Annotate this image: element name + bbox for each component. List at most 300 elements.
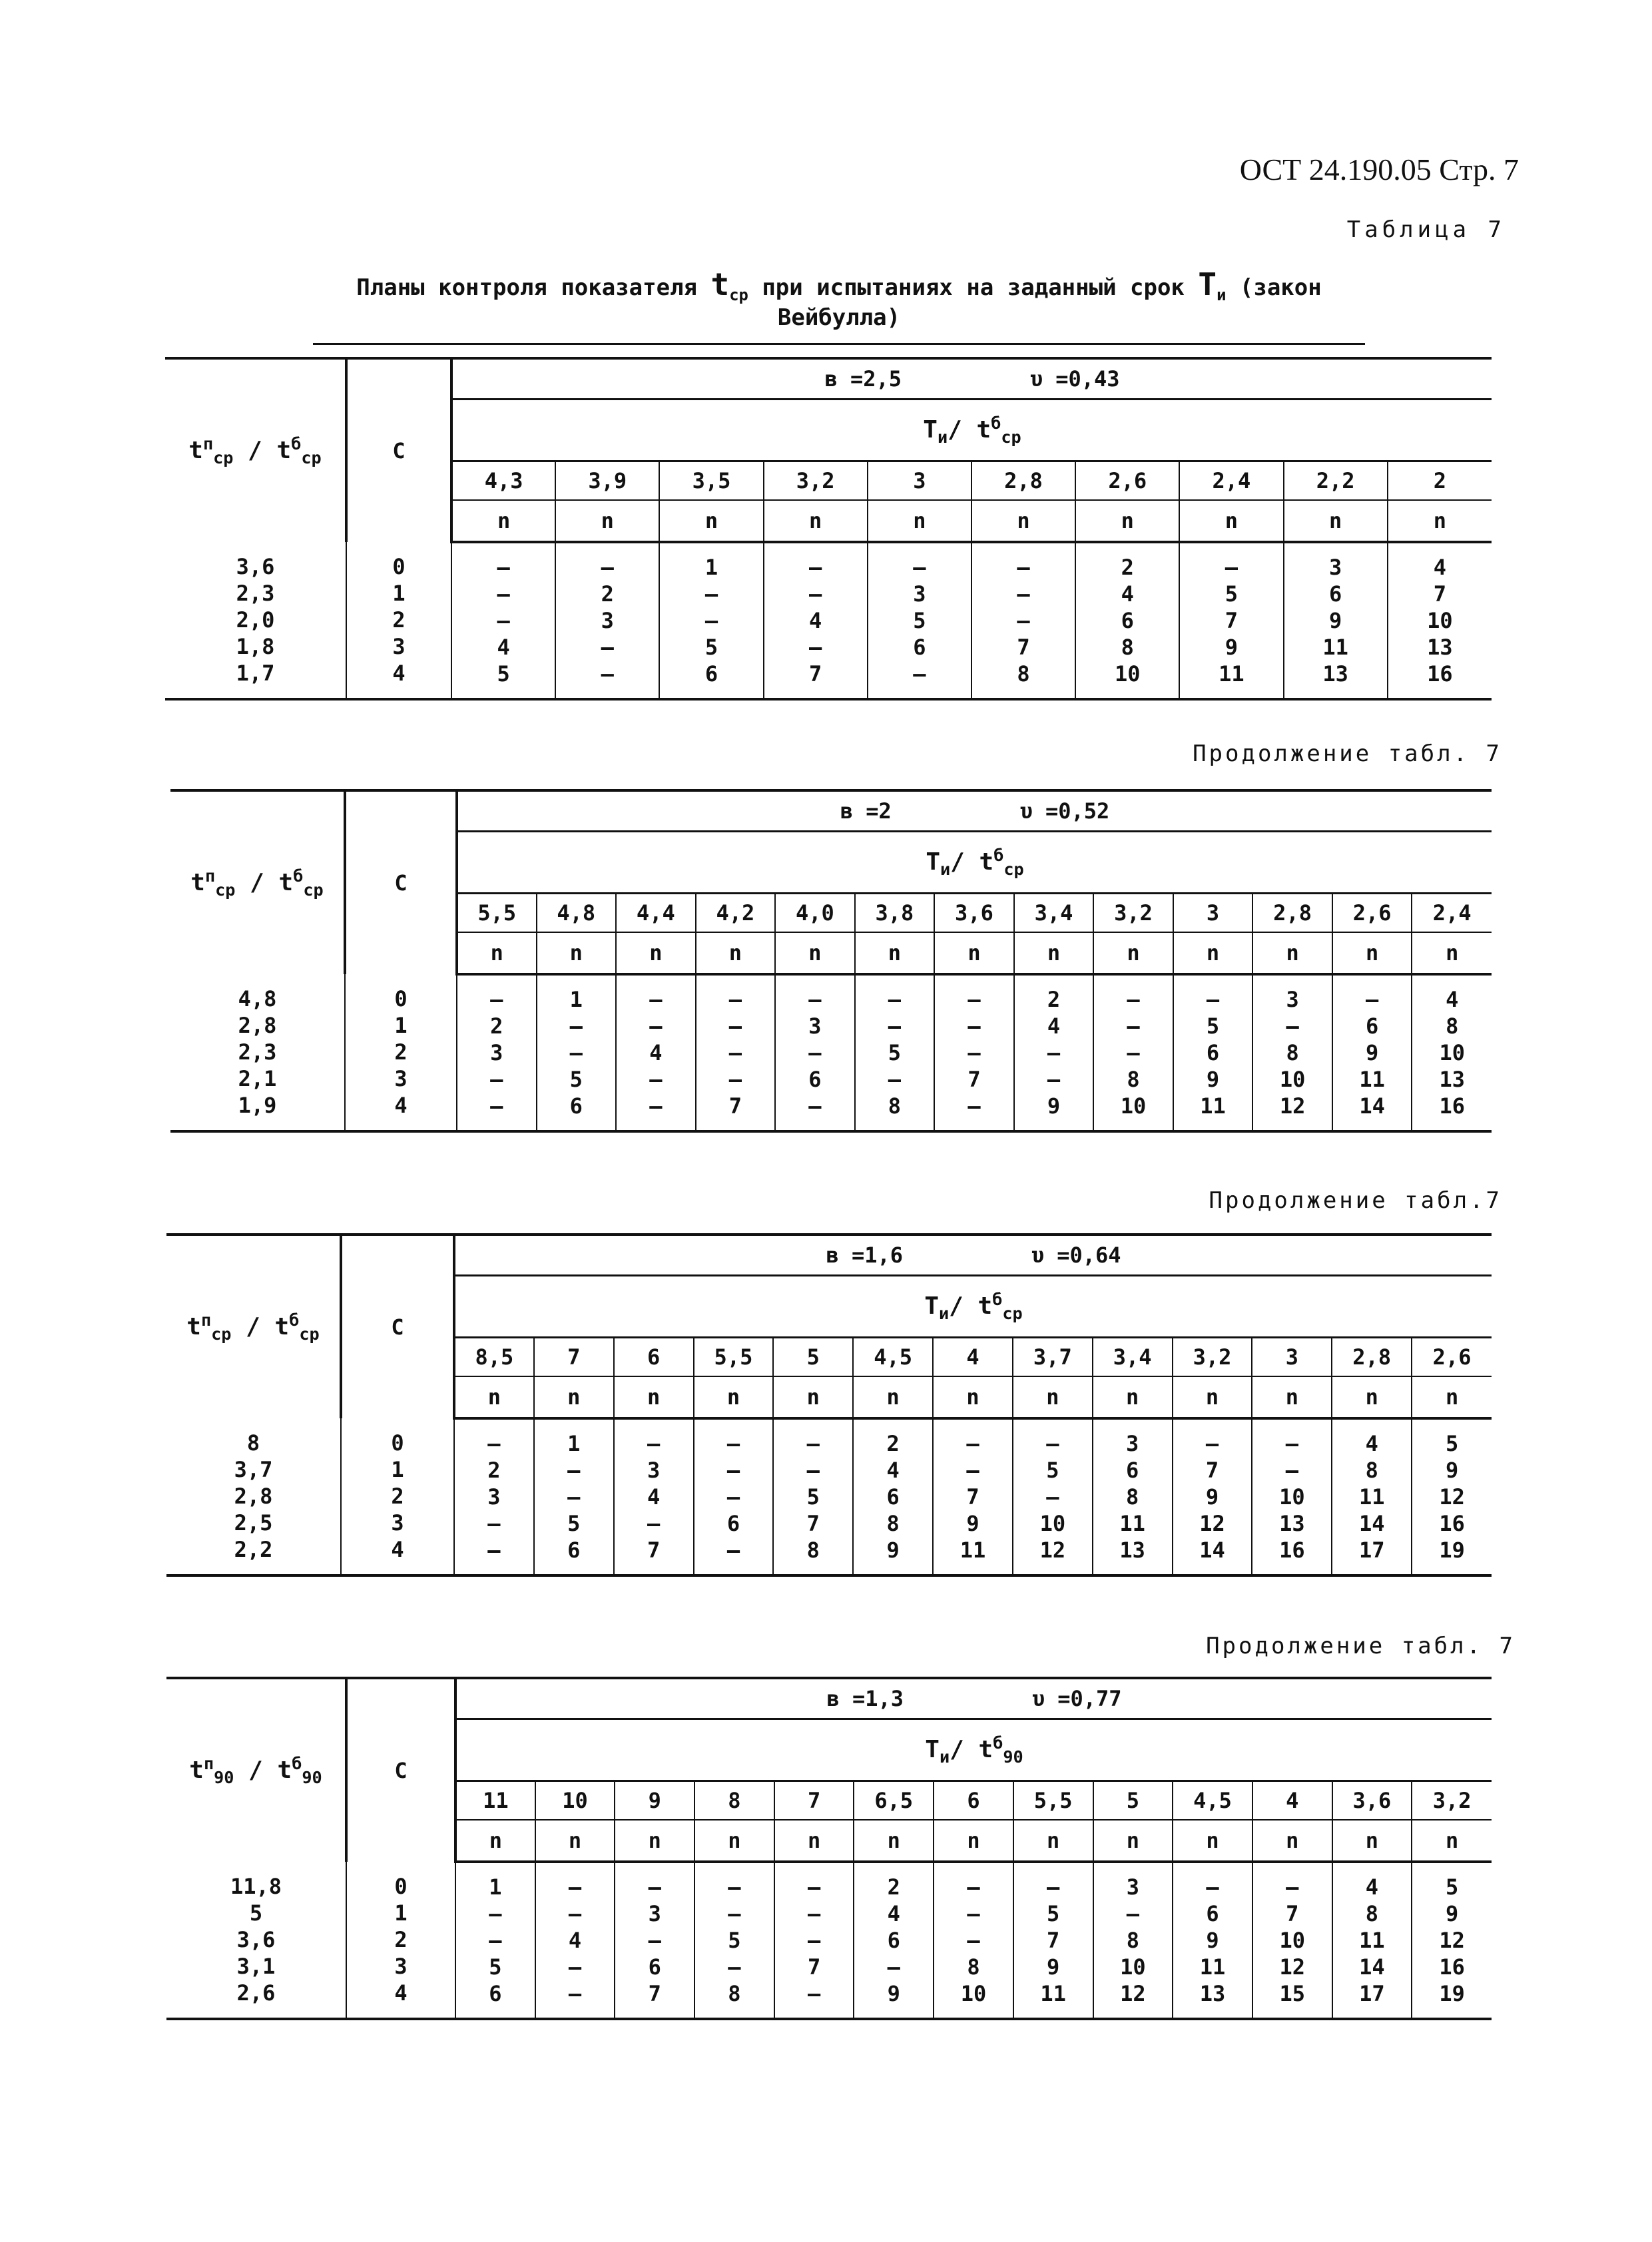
col-header-value: 7: [534, 1338, 614, 1377]
continuation-label-3: Продолжение табл. 7: [1206, 1633, 1515, 1659]
n-value: 7: [966, 1484, 979, 1510]
col-header-value: 2,2: [1284, 461, 1388, 501]
n-value: 9: [1365, 1040, 1379, 1065]
n-value: 9: [1047, 1093, 1061, 1119]
n-value: –: [601, 635, 614, 660]
n-values-column: [854, 1862, 934, 2019]
n-value: –: [1127, 1013, 1140, 1039]
c-value: 0: [391, 1430, 404, 1456]
n-value: 4: [649, 1040, 663, 1065]
n-label: n: [1412, 932, 1492, 974]
n-value: –: [487, 1431, 501, 1456]
col-header-value: 2,6: [1412, 1338, 1492, 1377]
n-values-column: [1173, 1862, 1252, 2019]
n-value: 7: [809, 661, 822, 687]
col-header-value: 10: [535, 1781, 615, 1821]
n-label: n: [1014, 932, 1094, 974]
title-middle: при испытаниях на заданный срок: [748, 274, 1199, 301]
n-value: 6: [887, 1928, 900, 1953]
col-header-value: 4,0: [775, 894, 855, 933]
n-value: –: [967, 987, 981, 1012]
n-value: 11: [1322, 635, 1348, 660]
n-value: 9: [1225, 635, 1239, 660]
col-header-value: 3: [1173, 894, 1253, 933]
n-value: 7: [1017, 635, 1030, 660]
n-value: –: [808, 1040, 822, 1065]
col-header-value: 9: [615, 1781, 694, 1821]
ratio-value: 2,3: [238, 1039, 277, 1065]
n-value: –: [1285, 1431, 1298, 1456]
n-value: 14: [1199, 1538, 1225, 1563]
n-value: –: [1127, 1040, 1140, 1065]
n-value: –: [913, 661, 926, 687]
n-values-column: [1014, 974, 1094, 1131]
n-value: 14: [1359, 1954, 1385, 1980]
n-label: n: [537, 932, 617, 974]
n-value: 6: [704, 661, 718, 687]
n-value: 7: [806, 1511, 820, 1536]
n-label: n: [451, 500, 555, 542]
n-label: n: [774, 1820, 854, 1862]
n-value: –: [808, 987, 822, 1012]
n-value: 2: [887, 1874, 900, 1900]
n-value: –: [967, 1093, 981, 1119]
table-2: [170, 789, 1492, 1133]
n-label: n: [853, 1376, 933, 1418]
n-label: n: [1412, 1376, 1492, 1418]
n-values-column: [775, 974, 855, 1131]
n-value: 6: [1328, 581, 1342, 607]
col-header-value: 3: [1252, 1338, 1332, 1377]
n-value: 5: [1225, 581, 1239, 607]
n-value: 8: [1365, 1901, 1379, 1926]
continuation-label-2: Продолжение табл.7: [1209, 1187, 1502, 1214]
n-value: –: [967, 1928, 980, 1953]
n-value: –: [487, 1511, 501, 1536]
n-value: –: [1206, 1874, 1219, 1900]
col-header-value: 8: [694, 1781, 774, 1821]
n-value: 10: [1279, 1928, 1305, 1953]
n-value: –: [807, 1901, 821, 1926]
n-value: –: [728, 1901, 741, 1926]
n-value: 9: [1205, 1484, 1219, 1510]
title-T-sub: и: [1217, 285, 1227, 304]
n-label: n: [1013, 1376, 1093, 1418]
n-value: 3: [1286, 987, 1299, 1012]
tratio-header: $Т_и/$ $t^б_{90}$: [455, 1719, 1492, 1781]
c-values: [341, 1418, 454, 1575]
n-label: n: [1093, 1820, 1173, 1862]
col-header-value: 7: [774, 1781, 854, 1821]
n-values-column: [971, 542, 1075, 699]
col-header-value: 6: [934, 1781, 1013, 1821]
ratio-value: 1,8: [236, 634, 275, 659]
n-value: 13: [1279, 1511, 1305, 1536]
col-header-value: 3,2: [1173, 1338, 1252, 1377]
ratio-values: [166, 1418, 341, 1575]
n-value: 19: [1439, 1538, 1465, 1563]
n-value: –: [807, 1981, 821, 2006]
tratio-header: $Т_и/$ $t^б_{ср}$: [454, 1276, 1492, 1338]
n-value: –: [728, 1874, 741, 1900]
n-value: –: [1047, 1874, 1060, 1900]
n-values-column: [1332, 1418, 1412, 1575]
c-value: 4: [394, 1980, 408, 2006]
table-label: Таблица 7: [1346, 216, 1506, 243]
n-value: 7: [807, 1954, 821, 1980]
n-value: 11: [1219, 661, 1244, 687]
n-value: 12: [1199, 1511, 1225, 1536]
n-value: 5: [806, 1484, 820, 1510]
n-values-column: [868, 542, 971, 699]
n-label: n: [455, 1820, 535, 1862]
n-value: –: [647, 1431, 661, 1456]
page-header: ОСТ 24.190.05 Стр. 7: [1239, 152, 1519, 186]
col-header-value: 6: [614, 1338, 694, 1377]
c-value: 2: [392, 607, 406, 633]
n-value: 11: [1200, 1093, 1226, 1119]
n-value: 3: [601, 608, 614, 633]
n-values-column: [855, 974, 935, 1131]
n-label: n: [1075, 500, 1179, 542]
ratio-value: 3,6: [236, 554, 275, 579]
n-value: 8: [1365, 1458, 1378, 1483]
n-value: –: [704, 608, 718, 633]
n-values-column: [1332, 1862, 1412, 2019]
n-label: n: [1412, 1820, 1492, 1862]
n-value: 6: [567, 1538, 581, 1563]
n-values-column: [457, 974, 537, 1131]
n-value: –: [806, 1458, 820, 1483]
n-value: 6: [489, 1981, 502, 2006]
n-value: 19: [1439, 1981, 1465, 2006]
n-values-column: [455, 1862, 535, 2019]
n-value: 4: [886, 1458, 900, 1483]
n-label: n: [1388, 500, 1492, 542]
n-label: n: [934, 1820, 1013, 1862]
ratio-values: [170, 974, 345, 1131]
ratio-header: $t^п_{ср} / t^б_{ср}$: [165, 358, 346, 542]
n-value: 3: [1328, 555, 1342, 580]
n-value: –: [487, 1538, 501, 1563]
n-value: 3: [647, 1458, 661, 1483]
n-value: –: [966, 1431, 979, 1456]
n-value: 16: [1427, 661, 1453, 687]
n-value: 5: [569, 1067, 583, 1092]
n-values-column: [659, 542, 763, 699]
n-label: n: [534, 1376, 614, 1418]
n-value: 4: [1433, 555, 1446, 580]
n-value: 10: [1427, 608, 1453, 633]
params-header: в =1,6 υ =0,64: [454, 1235, 1492, 1276]
n-value: 5: [497, 661, 510, 687]
n-value: –: [726, 1431, 740, 1456]
n-values-column: [1093, 1418, 1173, 1575]
n-values-column: [616, 974, 696, 1131]
ratio-value: 1,7: [236, 661, 275, 686]
n-value: –: [807, 1874, 821, 1900]
n-value: 8: [1446, 1013, 1459, 1039]
n-value: 9: [887, 1981, 900, 2006]
n-value: 10: [1120, 1954, 1146, 1980]
n-label: n: [454, 1376, 534, 1418]
n-label: n: [694, 1820, 774, 1862]
n-value: –: [490, 1093, 503, 1119]
col-header-value: 2,6: [1332, 894, 1412, 933]
c-value: 2: [394, 1039, 408, 1065]
n-values-column: [933, 1418, 1013, 1575]
n-values-column: [615, 1862, 694, 2019]
n-value: 8: [888, 1093, 902, 1119]
n-value: 8: [886, 1511, 900, 1536]
n-value: 2: [886, 1431, 900, 1456]
n-value: –: [1017, 555, 1030, 580]
n-value: 8: [1126, 1928, 1139, 1953]
col-header-value: 2,4: [1412, 894, 1492, 933]
n-value: –: [726, 1484, 740, 1510]
n-value: 10: [1114, 661, 1141, 687]
n-value: 3: [648, 1901, 661, 1926]
n-value: 12: [1279, 1093, 1306, 1119]
c-header: С: [346, 358, 451, 542]
n-values-column: [1412, 1418, 1492, 1575]
n-value: –: [1286, 1013, 1299, 1039]
c-value: 3: [391, 1510, 404, 1536]
table-4: [166, 1677, 1492, 2020]
n-value: 11: [1358, 1484, 1385, 1510]
n-value: –: [647, 1511, 661, 1536]
n-value: –: [887, 1954, 900, 1980]
n-value: –: [913, 555, 926, 580]
ratio-value: 4,8: [238, 986, 277, 1011]
n-label: n: [535, 1820, 615, 1862]
n-value: 5: [489, 1954, 502, 1980]
n-value: 8: [728, 1981, 741, 2006]
n-value: 17: [1358, 1538, 1385, 1563]
n-value: 7: [728, 1093, 742, 1119]
n-label: n: [616, 932, 696, 974]
n-values-column: [454, 1418, 534, 1575]
n-value: –: [601, 555, 614, 580]
n-value: 1: [704, 555, 718, 580]
n-label: n: [659, 500, 763, 542]
n-value: 15: [1279, 1981, 1305, 2006]
n-value: –: [966, 1458, 979, 1483]
n-values-column: [1252, 974, 1332, 1131]
n-value: 6: [1206, 1901, 1219, 1926]
n-value: 11: [1119, 1511, 1145, 1536]
n-value: 7: [1205, 1458, 1219, 1483]
col-header-value: 2,8: [1252, 894, 1332, 933]
n-value: –: [704, 581, 718, 607]
col-header-value: 5: [1093, 1781, 1173, 1821]
n-value: –: [568, 1874, 582, 1900]
n-values-column: [934, 974, 1014, 1131]
ratio-value: 2,2: [234, 1537, 273, 1562]
n-value: 16: [1439, 1093, 1465, 1119]
n-label: n: [855, 932, 935, 974]
col-header-value: 5,5: [694, 1338, 774, 1377]
params-header: в =1,3 υ =0,77: [455, 1678, 1492, 1719]
n-value: –: [888, 987, 902, 1012]
n-label: n: [1332, 1376, 1412, 1418]
n-value: 3: [808, 1013, 822, 1039]
n-value: –: [489, 1928, 502, 1953]
ratio-header: $t^п_{ср} / t^б_{ср}$: [166, 1235, 341, 1418]
n-values-column: [696, 974, 776, 1131]
col-header-value: 3,6: [1332, 1781, 1412, 1821]
n-value: 4: [1121, 581, 1134, 607]
n-values-column: [1093, 1862, 1173, 2019]
n-value: 4: [809, 608, 822, 633]
n-values-column: [694, 1418, 774, 1575]
ratio-value: 2,1: [238, 1066, 277, 1091]
n-value: 8: [1286, 1040, 1299, 1065]
ratio-value: 2,3: [236, 581, 275, 606]
n-value: –: [569, 1040, 583, 1065]
n-value: –: [1046, 1484, 1059, 1510]
n-label: n: [614, 1376, 694, 1418]
n-value: –: [1047, 1067, 1061, 1092]
n-value: 3: [1126, 1874, 1139, 1900]
n-value: 14: [1359, 1093, 1385, 1119]
n-values-column: [1013, 1418, 1093, 1575]
n-values-column: [1252, 1418, 1332, 1575]
title-t: t: [710, 266, 730, 302]
col-header-value: 4,5: [853, 1338, 933, 1377]
col-header-value: 3,9: [555, 461, 659, 501]
ratio-values: [165, 542, 346, 699]
n-value: –: [567, 1484, 581, 1510]
n-value: 11: [1040, 1981, 1066, 2006]
n-value: 2: [601, 581, 614, 607]
n-label: n: [1173, 932, 1253, 974]
n-value: 11: [1359, 1928, 1385, 1953]
n-label: n: [696, 932, 776, 974]
n-value: 16: [1439, 1511, 1465, 1536]
n-value: –: [1046, 1431, 1059, 1456]
n-values-column: [934, 1862, 1013, 2019]
c-value: 2: [394, 1927, 408, 1952]
n-value: 7: [1286, 1901, 1299, 1926]
n-label: n: [971, 500, 1075, 542]
n-value: –: [967, 1874, 980, 1900]
n-value: 10: [1039, 1511, 1066, 1536]
c-header: С: [341, 1235, 454, 1418]
n-value: 11: [1359, 1067, 1385, 1092]
n-value: 8: [1017, 661, 1030, 687]
n-value: 5: [1206, 1013, 1220, 1039]
n-value: 6: [886, 1484, 900, 1510]
n-value: –: [809, 635, 822, 660]
n-value: 6: [569, 1093, 583, 1119]
n-value: 13: [1199, 1981, 1226, 2006]
title-t-sub: ср: [729, 285, 748, 304]
c-value: 0: [394, 1874, 408, 1899]
n-value: 3: [487, 1484, 501, 1510]
table-1: [165, 357, 1492, 701]
n-value: –: [497, 581, 510, 607]
n-value: –: [568, 1981, 582, 2006]
col-header-value: 4,5: [1173, 1781, 1252, 1821]
n-value: 3: [1126, 1431, 1139, 1456]
n-values-column: [1388, 542, 1492, 699]
n-value: 9: [966, 1511, 979, 1536]
n-value: 12: [1439, 1484, 1465, 1510]
n-values-column: [1252, 1862, 1332, 2019]
n-value: –: [1285, 1458, 1298, 1483]
n-label: n: [1179, 500, 1283, 542]
n-value: –: [1225, 555, 1239, 580]
col-header-value: 4,2: [696, 894, 776, 933]
c-values: [346, 1862, 455, 2019]
n-value: 1: [489, 1874, 502, 1900]
n-value: 10: [960, 1981, 987, 2006]
n-value: 4: [1365, 1874, 1379, 1900]
n-label: n: [934, 932, 1014, 974]
n-value: 5: [728, 1928, 741, 1953]
n-value: –: [888, 1067, 902, 1092]
n-value: 5: [567, 1511, 581, 1536]
ratio-value: 5: [249, 1900, 263, 1926]
n-value: –: [601, 661, 614, 687]
ratio-values: [166, 1862, 346, 2019]
n-label: n: [694, 1376, 774, 1418]
n-value: 2: [487, 1458, 501, 1483]
n-value: –: [728, 1013, 742, 1039]
n-value: 6: [808, 1067, 822, 1092]
n-value: 3: [490, 1040, 503, 1065]
col-header-value: 3,4: [1093, 1338, 1173, 1377]
n-value: 13: [1427, 635, 1453, 660]
col-header-value: 5,5: [457, 894, 537, 933]
ratio-value: 2,0: [236, 607, 275, 633]
n-value: 2: [490, 1013, 503, 1039]
col-header-value: 3: [868, 461, 971, 501]
c-value: 3: [392, 634, 406, 659]
n-value: –: [807, 1928, 821, 1953]
n-value: –: [809, 581, 822, 607]
n-values-column: [1075, 542, 1179, 699]
n-value: 16: [1439, 1954, 1465, 1980]
table-title: [313, 266, 1365, 345]
col-header-value: 3,7: [1013, 1338, 1093, 1377]
n-value: –: [1017, 581, 1030, 607]
n-values-column: [1179, 542, 1283, 699]
n-value: 13: [1322, 661, 1348, 687]
n-value: –: [728, 1954, 741, 1980]
n-label: n: [1093, 932, 1173, 974]
n-value: 4: [497, 635, 510, 660]
c-header: С: [346, 1678, 455, 1862]
col-header-value: 6,5: [854, 1781, 934, 1821]
n-values-column: [1013, 1862, 1093, 2019]
ratio-value: 2,5: [234, 1510, 273, 1536]
n-value: –: [967, 1901, 980, 1926]
n-value: 2: [1047, 987, 1061, 1012]
col-header-value: 2,4: [1179, 461, 1283, 501]
n-value: 4: [1365, 1431, 1378, 1456]
col-header-value: 4,4: [616, 894, 696, 933]
n-value: 12: [1039, 1538, 1066, 1563]
c-value: 0: [392, 554, 406, 579]
col-header-value: 5: [773, 1338, 853, 1377]
n-value: –: [490, 1067, 503, 1092]
col-header-value: 4,3: [451, 461, 555, 501]
n-value: –: [649, 1093, 663, 1119]
n-value: 1: [567, 1431, 581, 1456]
n-value: 8: [1126, 1484, 1139, 1510]
